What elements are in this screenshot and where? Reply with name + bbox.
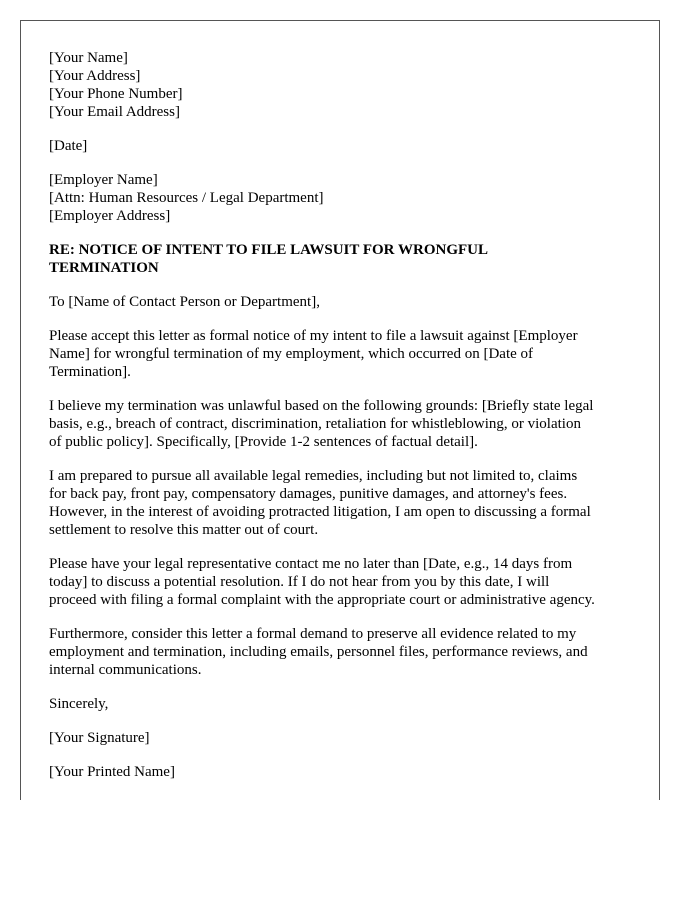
paragraph-line: basis, e.g., breach of contract, discrimination, retaliation for whistleblowing, or violation [49,416,581,432]
paragraph-line: Furthermore, consider this letter a formal demand to preserve all evidence related to my [49,626,577,642]
signature-text: [Your Signature] [49,730,150,746]
salutation [49,293,639,311]
sender-block [49,49,639,121]
paragraph-line: today] to discuss a potential resolution. If I do not hear from you by this date, I will [49,574,550,590]
printed-name [49,763,639,781]
sender-phone: [Your Phone Number] [49,86,183,102]
paragraph-line: However, in the interest of avoiding protracted litigation, I am open to discussing a formal [49,504,591,520]
employer-name: [Employer Name] [49,172,158,188]
letter-page [20,20,660,800]
date-block [49,137,639,155]
printed-name-text: [Your Printed Name] [49,764,175,780]
paragraph-line: employment and termination, including emails, personnel files, performance reviews, and [49,644,588,660]
sender-email: [Your Email Address] [49,104,180,120]
attention-line: [Attn: Human Resources / Legal Department] [49,190,324,206]
paragraph-line: Please have your legal representative contact me no later than [Date, e.g., 14 days from [49,556,573,572]
employer-address: [Employer Address] [49,208,171,224]
paragraph-line: Name] for wrongful termination of my employment, which occurred on [Date of [49,346,534,362]
subject-line-1: RE: NOTICE OF INTENT TO FILE LAWSUIT FOR WRONGFUL [49,242,488,258]
paragraph-preservation [49,625,639,679]
paragraph-line: settlement to resolve this matter out of court. [49,522,319,538]
letter-date: [Date] [49,138,88,154]
letter-body [49,49,639,797]
paragraph-line: Please accept this letter as formal notice of my intent to file a lawsuit against [Employer [49,328,578,344]
paragraph-line: internal communications. [49,662,202,678]
recipient-block [49,171,639,225]
sender-address: [Your Address] [49,68,141,84]
closing-text: Sincerely, [49,696,109,712]
closing [49,695,639,713]
paragraph-remedies [49,467,639,539]
paragraph-line: proceed with filing a formal complaint with the appropriate court or administrative agency. [49,592,595,608]
signature [49,729,639,747]
paragraph-line: of public policy]. Specifically, [Provide 1-2 sentences of factual detail]. [49,434,478,450]
paragraph-line: Termination]. [49,364,131,380]
paragraph-line: for back pay, front pay, compensatory damages, punitive damages, and attorney's fees. [49,486,568,502]
subject-line-2: TERMINATION [49,260,159,276]
salutation-text: To [Name of Contact Person or Department], [49,294,320,310]
paragraph-notice [49,327,639,381]
paragraph-deadline [49,555,639,609]
sender-name: [Your Name] [49,50,128,66]
paragraph-grounds [49,397,639,451]
paragraph-line: I am prepared to pursue all available legal remedies, including but not limited to, claims [49,468,578,484]
subject-line [49,241,639,277]
paragraph-line: I believe my termination was unlawful based on the following grounds: [Briefly state legal [49,398,594,414]
